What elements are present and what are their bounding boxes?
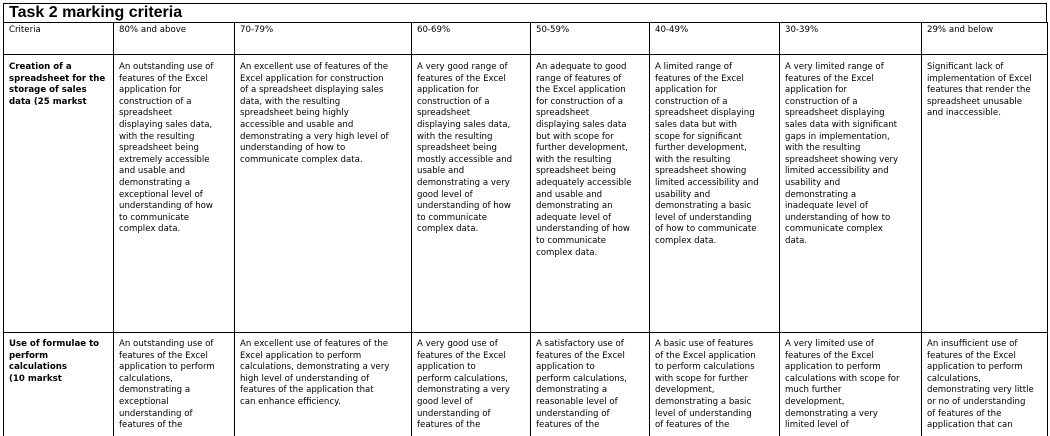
header-40-49: 40-49% xyxy=(650,23,780,55)
table-cell: An outstanding use of features of the Excel application to perform calculations, demonstrating a exceptional understanding of features of the xyxy=(114,333,235,436)
table-cell: An insufﬁcient use of features of the Excel application to perform calculations, demonstrating very little or no of understanding of features of the application that can xyxy=(922,333,1048,436)
document-title: Task 2 marking criteria xyxy=(3,3,1047,22)
table-cell: An adequate to good range of features of the Excel application for construction of a spreadsheet displaying sales data but with scope for further development, with the resulting spreadsheet being adequately accessible and usable and demonstrating an adequate level of understanding of how to communicate complex data. xyxy=(531,55,650,333)
table-row xyxy=(4,55,1048,333)
criterion-cell: Creation of a spreadsheet for the storage of sales data (25 markst xyxy=(4,55,114,333)
table-cell: A very limited use of features of the Excel application to perform calculations with scope for much further development, demonstrating a very limited level of xyxy=(780,333,922,436)
header-80-and-above: 80% and above xyxy=(114,23,235,55)
table-cell: An outstanding use of features of the Excel application for construction of a spreadsheet displaying sales data, with the resulting spreadsheet being extremely accessible and usable and demonstrating a exceptional level of understanding of how to communicate complex data. xyxy=(114,55,235,333)
table-row xyxy=(4,333,1048,436)
criterion-cell: Use of formulae to perform calculations (10 markst xyxy=(4,333,114,436)
marking-criteria-table xyxy=(3,22,1048,436)
header-50-59: 50-59% xyxy=(531,23,650,55)
table-cell: An excellent use of features of the Excel application for construction of a spreadsheet displaying sales data, with the resulting spreadsheet being highly accessible and usable and demonstrating a very high level of understanding of how to communicate complex data. xyxy=(235,55,412,333)
table-cell: A very good use of features of the Excel application to perform calculations, demonstrating a very good level of understanding of features of the xyxy=(412,333,531,436)
table-cell: Significant lack of implementation of Excel features that render the spreadsheet unusable and inaccessible. xyxy=(922,55,1048,333)
header-criteria: Criteria xyxy=(4,23,114,55)
table-cell: An excellent use of features of the Excel application to perform calculations, demonstrating a very high level of understanding of features of the application that can enhance efﬁciency. xyxy=(235,333,412,436)
header-29-and-below: 29% and below xyxy=(922,23,1048,55)
table-header-row xyxy=(4,23,1048,55)
table-cell: A limited range of features of the Excel application for construction of a spreadsheet displaying sales data but with scope for significant further development, with the resulting spreadsheet showing limited accessibility and usability and demonstrating a basic level of understanding of how to communicate complex data. xyxy=(650,55,780,333)
header-60-69: 60-69% xyxy=(412,23,531,55)
header-30-39: 30-39% xyxy=(780,23,922,55)
table-cell: A satisfactory use of features of the Excel application to perform calculations, demonstrating a reasonable level of understanding of features of the xyxy=(531,333,650,436)
table-cell: A very limited range of features of the Excel application for construction of a spreadsheet displaying sales data with significant gaps in implementation, with the resulting spreadsheet showing very limited accessibility and usability and demonstrating a inadequate level of understanding of how to communicate complex data. xyxy=(780,55,922,333)
table-cell: A very good range of features of the Excel application for construction of a spreadsheet displaying sales data, with the resulting spreadsheet being mostly accessible and usable and demonstrating a very good level of understanding of how to communicate complex data. xyxy=(412,55,531,333)
table-cell: A basic use of features of the Excel application to perform calculations with scope for further development, demonstrating a basic level of understanding of features of the xyxy=(650,333,780,436)
header-70-79: 70-79% xyxy=(235,23,412,55)
